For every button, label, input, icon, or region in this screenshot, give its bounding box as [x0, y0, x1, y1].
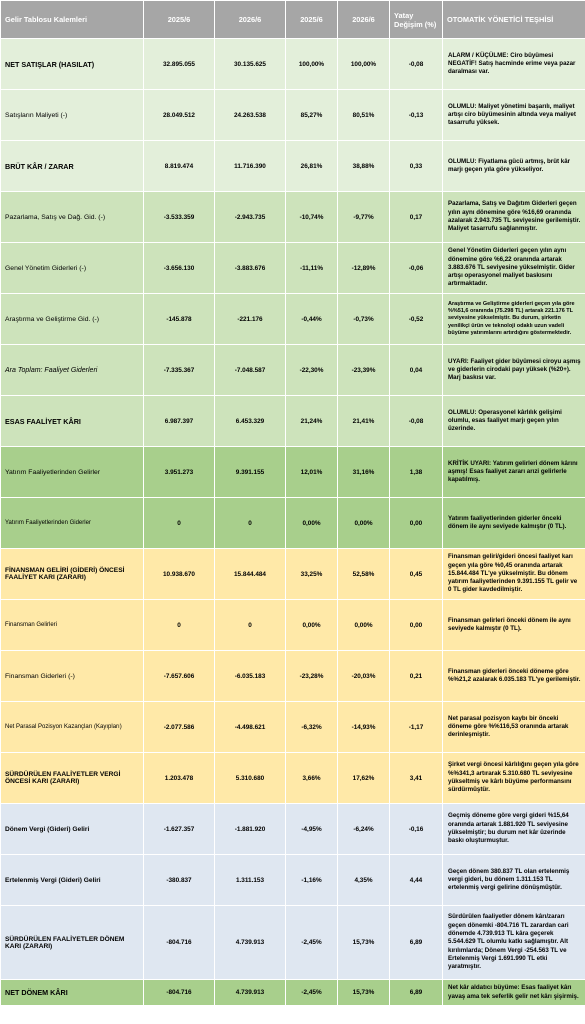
comment: Şirket vergi öncesi kârlılığını geçen yıla göre %%341,3 artırarak 5.310.680 TL seviyesine yükseltmiş ve kârlı büyüme performansını sürdürmüştür. — [443, 753, 585, 804]
pct-2026: 31,16% — [338, 447, 390, 498]
row-label: NET SATIŞLAR (HASILAT) — [1, 39, 144, 90]
row-label: Finansman Giderleri (-) — [1, 651, 144, 702]
value-2025: -804.716 — [144, 906, 215, 980]
comment: OLUMLU: Fiyatlama gücü artmış, brüt kâr marjı geçen yıla göre yükseliyor. — [443, 141, 585, 192]
table-row — [1, 243, 585, 294]
value-2025: -145.878 — [144, 294, 215, 345]
pct-2025: 3,66% — [286, 753, 338, 804]
value-2026: 4.739.913 — [215, 980, 286, 1006]
pct-2026: 4,35% — [338, 855, 390, 906]
pct-2026: -14,93% — [338, 702, 390, 753]
pct-2025: 85,27% — [286, 90, 338, 141]
value-2026: -4.498.621 — [215, 702, 286, 753]
pct-2025: -0,44% — [286, 294, 338, 345]
change: -0,52 — [390, 294, 443, 345]
change: -0,08 — [390, 39, 443, 90]
row-label: Genel Yönetim Giderleri (-) — [1, 243, 144, 294]
comment: Genel Yönetim Giderleri geçen yılın aynı dönemine göre %6,22 oranında artarak 3.883.676 TL seviyesine yükselmiştir. Gider artışı operasyonel maliyet baskısını artırmaktadır. — [443, 243, 585, 294]
value-2026: 5.310.680 — [215, 753, 286, 804]
pct-2026: -12,89% — [338, 243, 390, 294]
value-2025: -2.077.586 — [144, 702, 215, 753]
pct-2026: -23,39% — [338, 345, 390, 396]
pct-2025: 33,25% — [286, 549, 338, 600]
pct-2026: -20,03% — [338, 651, 390, 702]
table-row — [1, 906, 585, 980]
value-2026: -2.943.735 — [215, 192, 286, 243]
comment: Net kâr aldatıcı büyüme: Esas faaliyet kârı yavaş ama tek seferlik gelir net kârı şişirmiş. — [443, 980, 585, 1006]
table-row — [1, 498, 585, 549]
table-row — [1, 345, 585, 396]
value-2026: -1.881.920 — [215, 804, 286, 855]
table-row — [1, 753, 585, 804]
table-row — [1, 447, 585, 498]
value-2025: -7.657.606 — [144, 651, 215, 702]
pct-2026: 100,00% — [338, 39, 390, 90]
value-2026: 11.716.390 — [215, 141, 286, 192]
header-change: Yatay Değişim (%) — [390, 1, 443, 39]
pct-2025: -4,95% — [286, 804, 338, 855]
header-comment: OTOMATİK YÖNETİCİ TEŞHİSİ — [443, 1, 585, 39]
table-row — [1, 39, 585, 90]
header-2025: 2025/6 — [144, 1, 215, 39]
value-2026: 15.844.484 — [215, 549, 286, 600]
table-row — [1, 600, 585, 651]
value-2025: -3.656.130 — [144, 243, 215, 294]
table-row — [1, 980, 585, 1006]
value-2026: 0 — [215, 498, 286, 549]
value-2025: 32.895.055 — [144, 39, 215, 90]
comment: Geçen dönem 380.837 TL olan ertelenmiş vergi gideri, bu dönem 1.311.153 TL ertelenmiş vergi gelirine dönüşmüştür. — [443, 855, 585, 906]
comment: OLUMLU: Operasyonel kârlılık gelişimi olumlu, esas faaliyet marjı geçen yılın üzerinde. — [443, 396, 585, 447]
value-2026: 9.391.155 — [215, 447, 286, 498]
comment: OLUMLU: Maliyet yönetimi başarılı, maliyet artışı ciro büyümesinin altında veya maliyet tasarrufu yüksek. — [443, 90, 585, 141]
value-2026: 0 — [215, 600, 286, 651]
comment: KRİTİK UYARI: Yatırım gelirleri dönem kârını aşmış! Esas faaliyet zararı arızi gelirlerle kapatılmış. — [443, 447, 585, 498]
value-2026: -3.883.676 — [215, 243, 286, 294]
header-2025-pct: 2025/6 — [286, 1, 338, 39]
row-label: Net Parasal Pozisyon Kazançları (Kayıpları) — [1, 702, 144, 753]
comment: UYARI: Faaliyet gider büyümesi ciroyu aşmış ve giderlerin cirodaki payı yüksek (%20+). Marj baskısı var. — [443, 345, 585, 396]
pct-2025: -2,45% — [286, 980, 338, 1006]
pct-2026: 0,00% — [338, 498, 390, 549]
change: 3,41 — [390, 753, 443, 804]
pct-2026: 17,62% — [338, 753, 390, 804]
value-2025: -3.533.359 — [144, 192, 215, 243]
value-2026: 6.453.329 — [215, 396, 286, 447]
change: 0,17 — [390, 192, 443, 243]
change: -0,16 — [390, 804, 443, 855]
pct-2026: 15,73% — [338, 980, 390, 1006]
pct-2026: -0,73% — [338, 294, 390, 345]
comment: Finansman giderleri önceki döneme göre %%21,2 azalarak 6.035.183 TL'ye gerilemiştir. — [443, 651, 585, 702]
row-label: Yatırım Faaliyetlerinden Gelirler — [1, 447, 144, 498]
value-2026: -7.048.587 — [215, 345, 286, 396]
change: 0,00 — [390, 498, 443, 549]
pct-2025: 12,01% — [286, 447, 338, 498]
change: 0,33 — [390, 141, 443, 192]
value-2025: 6.987.397 — [144, 396, 215, 447]
table-row — [1, 855, 585, 906]
value-2026: -221.176 — [215, 294, 286, 345]
pct-2025: -10,74% — [286, 192, 338, 243]
value-2026: 30.135.625 — [215, 39, 286, 90]
table-row — [1, 804, 585, 855]
pct-2025: -2,45% — [286, 906, 338, 980]
value-2025: -804.716 — [144, 980, 215, 1006]
pct-2025: 0,00% — [286, 600, 338, 651]
change: 6,89 — [390, 906, 443, 980]
pct-2025: 100,00% — [286, 39, 338, 90]
change: 0,00 — [390, 600, 443, 651]
change: 0,21 — [390, 651, 443, 702]
value-2025: 3.951.273 — [144, 447, 215, 498]
table-row — [1, 396, 585, 447]
row-label: SÜRDÜRÜLEN FAALİYETLER VERGİ ÖNCESİ KARI (ZARARI) — [1, 753, 144, 804]
value-2025: 8.819.474 — [144, 141, 215, 192]
row-label: Finansman Gelirleri — [1, 600, 144, 651]
value-2026: 24.263.538 — [215, 90, 286, 141]
change: -0,08 — [390, 396, 443, 447]
pct-2026: -9,77% — [338, 192, 390, 243]
row-label: Ara Toplam: Faaliyet Giderleri — [1, 345, 144, 396]
row-label: ESAS FAALİYET KÂRI — [1, 396, 144, 447]
pct-2025: -1,16% — [286, 855, 338, 906]
comment: Sürdürülen faaliyetler dönem kârı/zararı geçen dönemki -804.716 TL zarardan cari dönemde 4.739.913 TL kâra geçerek 5.544.629 TL olumlu katkı sağlamıştır. Alt kırılımlarda; Dönem Vergi -254.563 TL ve Ertelenmiş Vergi 1.691.990 TL etki yaratmıştır. — [443, 906, 585, 980]
comment: Yatırım faaliyetlerinden giderler önceki dönem ile aynı seviyede kalmıştır (0 TL). — [443, 498, 585, 549]
row-label: Araştırma ve Geliştirme Gid. (-) — [1, 294, 144, 345]
row-label: SÜRDÜRÜLEN FAALİYETLER DÖNEM KARI (ZARARI) — [1, 906, 144, 980]
header-2026-pct: 2026/6 — [338, 1, 390, 39]
row-label: Pazarlama, Satış ve Dağ. Gid. (-) — [1, 192, 144, 243]
pct-2025: 21,24% — [286, 396, 338, 447]
comment: Finansman geliri/gideri öncesi faaliyet karı geçen yıla göre %0,45 oranında artarak 15.844.484 TL'ye yükselmiştir. Bu dönem yatırım faaliyetlerinden 9.391.155 TL gelir ve 0 TL gider kavdedilmiştir. — [443, 549, 585, 600]
change: -1,17 — [390, 702, 443, 753]
value-2025: -1.627.357 — [144, 804, 215, 855]
comment: Net parasal pozisyon kaybı bir önceki döneme göre %%116,53 oranında artarak derinleşmiştir. — [443, 702, 585, 753]
value-2025: 10.938.670 — [144, 549, 215, 600]
change: 0,04 — [390, 345, 443, 396]
comment: Geçmiş döneme göre vergi gideri %15,64 oranında artarak 1.881.920 TL seviyesine yükselmiştir; bu durum net kâr üzerinde baskı oluşturmuştur. — [443, 804, 585, 855]
value-2026: 1.311.153 — [215, 855, 286, 906]
comment: Finansman gelirleri önceki dönem ile aynı seviyede kalmıştır (0 TL). — [443, 600, 585, 651]
row-label: Satışların Maliyeti (-) — [1, 90, 144, 141]
header-row — [1, 1, 585, 39]
table-row — [1, 90, 585, 141]
comment: Pazarlama, Satış ve Dağıtım Giderleri geçen yılın aynı dönemine göre %16,69 oranında azalarak 2.943.735 TL seviyesine gerilemiştir. Maliyet tasarrufu sağlanmıştır. — [443, 192, 585, 243]
table-row — [1, 192, 585, 243]
row-label: Ertelenmiş Vergi (Gideri) Geliri — [1, 855, 144, 906]
row-label: FİNANSMAN GELİRİ (GİDERİ) ÖNCESİ FAALİYET KARI (ZARARI) — [1, 549, 144, 600]
table-row — [1, 141, 585, 192]
row-label: BRÜT KÂR / ZARAR — [1, 141, 144, 192]
row-label: Dönem Vergi (Gideri) Geliri — [1, 804, 144, 855]
change: 0,45 — [390, 549, 443, 600]
value-2025: 0 — [144, 600, 215, 651]
change: 1,38 — [390, 447, 443, 498]
pct-2026: 21,41% — [338, 396, 390, 447]
pct-2025: -22,30% — [286, 345, 338, 396]
comment: Araştırma ve Geliştirme giderleri geçen yıla göre %%51,6 oranında (75.298 TL) artarak 221.176 TL seviyesine yükselmiştir. Bu durum, şirketin yenilikçi ürün ve teknoloji odaklı uzun vadeli büyüme yatırımlarını artırdığını göstermektedir. — [443, 294, 585, 345]
row-label: NET DÖNEM KÂRI — [1, 980, 144, 1006]
header-item: Gelir Tablosu Kalemleri — [1, 1, 144, 39]
table-row — [1, 702, 585, 753]
table-row — [1, 651, 585, 702]
value-2025: -380.837 — [144, 855, 215, 906]
pct-2025: -11,11% — [286, 243, 338, 294]
table-row — [1, 549, 585, 600]
pct-2025: -6,32% — [286, 702, 338, 753]
pct-2026: 0,00% — [338, 600, 390, 651]
pct-2026: 15,73% — [338, 906, 390, 980]
value-2025: 0 — [144, 498, 215, 549]
pct-2025: -23,28% — [286, 651, 338, 702]
header-2026: 2026/6 — [215, 1, 286, 39]
change: -0,06 — [390, 243, 443, 294]
row-label: Yatırım Faaliyetlerinden Giderler — [1, 498, 144, 549]
table-row — [1, 294, 585, 345]
value-2025: 28.049.512 — [144, 90, 215, 141]
pct-2026: 52,58% — [338, 549, 390, 600]
value-2026: 4.739.913 — [215, 906, 286, 980]
pct-2026: 38,88% — [338, 141, 390, 192]
value-2026: -6.035.183 — [215, 651, 286, 702]
pct-2026: -6,24% — [338, 804, 390, 855]
value-2025: 1.203.478 — [144, 753, 215, 804]
change: 6,89 — [390, 980, 443, 1006]
change: 4,44 — [390, 855, 443, 906]
change: -0,13 — [390, 90, 443, 141]
pct-2026: 80,51% — [338, 90, 390, 141]
pct-2025: 0,00% — [286, 498, 338, 549]
value-2025: -7.335.367 — [144, 345, 215, 396]
pct-2025: 26,81% — [286, 141, 338, 192]
comment: ALARM / KÜÇÜLME: Ciro büyümesi NEGATİF! Satış hacminde erime veya pazar daralması var. — [443, 39, 585, 90]
